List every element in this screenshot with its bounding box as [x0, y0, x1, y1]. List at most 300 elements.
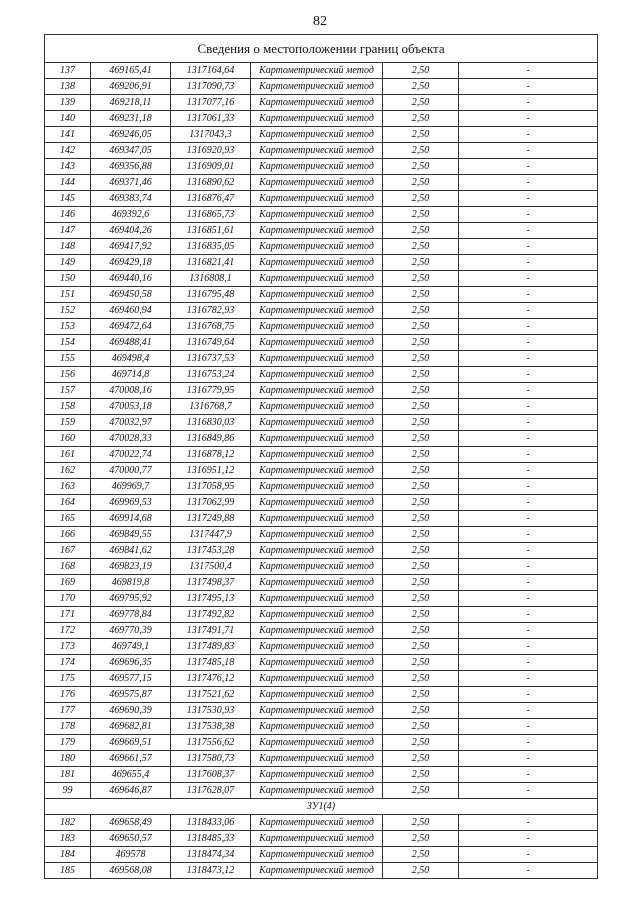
- y-coordinate-cell: 1317485,18: [171, 655, 251, 671]
- x-coordinate-cell: 469849,55: [91, 527, 171, 543]
- x-coordinate-cell: 469165,41: [91, 63, 171, 79]
- table-row: [45, 271, 598, 287]
- point-number-cell: 171: [45, 607, 91, 623]
- table-row: [45, 527, 598, 543]
- table-row: [45, 175, 598, 191]
- description-cell: -: [459, 447, 598, 463]
- y-coordinate-cell: 1317249,88: [171, 511, 251, 527]
- y-coordinate-cell: 1318474,34: [171, 847, 251, 863]
- description-cell: -: [459, 207, 598, 223]
- x-coordinate-cell: 469650,57: [91, 831, 171, 847]
- method-cell: Картометрический метод: [251, 847, 383, 863]
- x-coordinate-cell: 469568,08: [91, 863, 171, 879]
- method-cell: Картометрический метод: [251, 271, 383, 287]
- y-coordinate-cell: 1318485,33: [171, 831, 251, 847]
- table-row: [45, 543, 598, 559]
- x-coordinate-cell: 469669,51: [91, 735, 171, 751]
- accuracy-cell: 2,50: [383, 415, 459, 431]
- point-number-cell: 165: [45, 511, 91, 527]
- accuracy-cell: 2,50: [383, 191, 459, 207]
- description-cell: -: [459, 511, 598, 527]
- point-number-cell: 141: [45, 127, 91, 143]
- table-row: [45, 767, 598, 783]
- method-cell: Картометрический метод: [251, 495, 383, 511]
- x-coordinate-cell: 469577,15: [91, 671, 171, 687]
- method-cell: Картометрический метод: [251, 303, 383, 319]
- description-cell: -: [459, 735, 598, 751]
- accuracy-cell: 2,50: [383, 847, 459, 863]
- y-coordinate-cell: 1316779,95: [171, 383, 251, 399]
- y-coordinate-cell: 1317492,82: [171, 607, 251, 623]
- x-coordinate-cell: 469661,57: [91, 751, 171, 767]
- accuracy-cell: 2,50: [383, 319, 459, 335]
- method-cell: Картометрический метод: [251, 63, 383, 79]
- description-cell: -: [459, 639, 598, 655]
- y-coordinate-cell: 1316768,75: [171, 319, 251, 335]
- y-coordinate-cell: 1317077,16: [171, 95, 251, 111]
- description-cell: -: [459, 607, 598, 623]
- table-row: [45, 415, 598, 431]
- y-coordinate-cell: 1316951,12: [171, 463, 251, 479]
- table-row: [45, 79, 598, 95]
- y-coordinate-cell: 1317061,33: [171, 111, 251, 127]
- y-coordinate-cell: 1316795,48: [171, 287, 251, 303]
- method-cell: Картометрический метод: [251, 543, 383, 559]
- table-title: Сведения о местоположении границ объекта: [45, 35, 598, 63]
- x-coordinate-cell: 469575,87: [91, 687, 171, 703]
- description-cell: -: [459, 863, 598, 879]
- table-row: [45, 671, 598, 687]
- x-coordinate-cell: 469383,74: [91, 191, 171, 207]
- point-number-cell: 158: [45, 399, 91, 415]
- accuracy-cell: 2,50: [383, 783, 459, 799]
- y-coordinate-cell: 1316808,1: [171, 271, 251, 287]
- point-number-cell: 176: [45, 687, 91, 703]
- table-row: [45, 399, 598, 415]
- table-row: [45, 431, 598, 447]
- x-coordinate-cell: 469404,26: [91, 223, 171, 239]
- method-cell: Картометрический метод: [251, 367, 383, 383]
- x-coordinate-cell: 469795,92: [91, 591, 171, 607]
- table-row: [45, 687, 598, 703]
- x-coordinate-cell: 469646,87: [91, 783, 171, 799]
- point-number-cell: 167: [45, 543, 91, 559]
- accuracy-cell: 2,50: [383, 383, 459, 399]
- method-cell: Картометрический метод: [251, 591, 383, 607]
- x-coordinate-cell: 469655,4: [91, 767, 171, 783]
- point-number-cell: 178: [45, 719, 91, 735]
- y-coordinate-cell: 1317498,37: [171, 575, 251, 591]
- table-row: [45, 287, 598, 303]
- description-cell: -: [459, 831, 598, 847]
- table-body-part1: [45, 63, 598, 799]
- accuracy-cell: 2,50: [383, 159, 459, 175]
- table-row: [45, 815, 598, 831]
- table-row: [45, 447, 598, 463]
- accuracy-cell: 2,50: [383, 767, 459, 783]
- table-row: [45, 623, 598, 639]
- table-row: [45, 655, 598, 671]
- method-cell: Картометрический метод: [251, 479, 383, 495]
- y-coordinate-cell: 1317608,37: [171, 767, 251, 783]
- description-cell: -: [459, 495, 598, 511]
- table-row: [45, 511, 598, 527]
- accuracy-cell: 2,50: [383, 335, 459, 351]
- y-coordinate-cell: 1317495,13: [171, 591, 251, 607]
- accuracy-cell: 2,50: [383, 559, 459, 575]
- accuracy-cell: 2,50: [383, 815, 459, 831]
- y-coordinate-cell: 1316835,05: [171, 239, 251, 255]
- description-cell: -: [459, 223, 598, 239]
- description-cell: -: [459, 623, 598, 639]
- method-cell: Картометрический метод: [251, 95, 383, 111]
- table-row: [45, 383, 598, 399]
- description-cell: -: [459, 303, 598, 319]
- point-number-cell: 173: [45, 639, 91, 655]
- description-cell: -: [459, 719, 598, 735]
- y-coordinate-cell: 1316909,01: [171, 159, 251, 175]
- point-number-cell: 185: [45, 863, 91, 879]
- method-cell: Картометрический метод: [251, 351, 383, 367]
- point-number-cell: 145: [45, 191, 91, 207]
- point-number-cell: 170: [45, 591, 91, 607]
- y-coordinate-cell: 1317580,73: [171, 751, 251, 767]
- table-row: [45, 255, 598, 271]
- method-cell: Картометрический метод: [251, 815, 383, 831]
- description-cell: -: [459, 687, 598, 703]
- method-cell: Картометрический метод: [251, 399, 383, 415]
- method-cell: Картометрический метод: [251, 175, 383, 191]
- x-coordinate-cell: 469969,7: [91, 479, 171, 495]
- accuracy-cell: 2,50: [383, 831, 459, 847]
- accuracy-cell: 2,50: [383, 543, 459, 559]
- x-coordinate-cell: 469770,39: [91, 623, 171, 639]
- description-cell: -: [459, 783, 598, 799]
- accuracy-cell: 2,50: [383, 143, 459, 159]
- table-row: [45, 143, 598, 159]
- y-coordinate-cell: 1317538,38: [171, 719, 251, 735]
- accuracy-cell: 2,50: [383, 127, 459, 143]
- accuracy-cell: 2,50: [383, 703, 459, 719]
- y-coordinate-cell: 1317500,4: [171, 559, 251, 575]
- page-number: 82: [313, 14, 327, 29]
- x-coordinate-cell: 469749,1: [91, 639, 171, 655]
- method-cell: Картометрический метод: [251, 687, 383, 703]
- accuracy-cell: 2,50: [383, 111, 459, 127]
- description-cell: -: [459, 575, 598, 591]
- x-coordinate-cell: 469246,05: [91, 127, 171, 143]
- point-number-cell: 155: [45, 351, 91, 367]
- method-cell: Картометрический метод: [251, 431, 383, 447]
- x-coordinate-cell: 469472,64: [91, 319, 171, 335]
- method-cell: Картометрический метод: [251, 655, 383, 671]
- x-coordinate-cell: 469450,58: [91, 287, 171, 303]
- method-cell: Картометрический метод: [251, 191, 383, 207]
- accuracy-cell: 2,50: [383, 751, 459, 767]
- table-row: [45, 719, 598, 735]
- table-row: [45, 111, 598, 127]
- accuracy-cell: 2,50: [383, 223, 459, 239]
- x-coordinate-cell: 469231,18: [91, 111, 171, 127]
- description-cell: -: [459, 703, 598, 719]
- x-coordinate-cell: 469347,05: [91, 143, 171, 159]
- y-coordinate-cell: 1317556,62: [171, 735, 251, 751]
- description-cell: -: [459, 239, 598, 255]
- method-cell: Картометрический метод: [251, 159, 383, 175]
- point-number-cell: 161: [45, 447, 91, 463]
- table-row: [45, 863, 598, 879]
- accuracy-cell: 2,50: [383, 527, 459, 543]
- description-cell: -: [459, 415, 598, 431]
- point-number-cell: 142: [45, 143, 91, 159]
- description-cell: -: [459, 543, 598, 559]
- accuracy-cell: 2,50: [383, 271, 459, 287]
- table-row: [45, 239, 598, 255]
- point-number-cell: 148: [45, 239, 91, 255]
- point-number-cell: 157: [45, 383, 91, 399]
- accuracy-cell: 2,50: [383, 399, 459, 415]
- method-cell: Картометрический метод: [251, 719, 383, 735]
- method-cell: Картометрический метод: [251, 415, 383, 431]
- x-coordinate-cell: 469371,46: [91, 175, 171, 191]
- y-coordinate-cell: 1316920,93: [171, 143, 251, 159]
- x-coordinate-cell: 469206,91: [91, 79, 171, 95]
- accuracy-cell: 2,50: [383, 431, 459, 447]
- y-coordinate-cell: 1316851,61: [171, 223, 251, 239]
- method-cell: Картометрический метод: [251, 383, 383, 399]
- x-coordinate-cell: 469488,41: [91, 335, 171, 351]
- y-coordinate-cell: 1316821,41: [171, 255, 251, 271]
- accuracy-cell: 2,50: [383, 79, 459, 95]
- point-number-cell: 160: [45, 431, 91, 447]
- description-cell: -: [459, 335, 598, 351]
- table-row: [45, 783, 598, 799]
- accuracy-cell: 2,50: [383, 207, 459, 223]
- accuracy-cell: 2,50: [383, 287, 459, 303]
- accuracy-cell: 2,50: [383, 639, 459, 655]
- point-number-cell: 174: [45, 655, 91, 671]
- method-cell: Картометрический метод: [251, 207, 383, 223]
- accuracy-cell: 2,50: [383, 303, 459, 319]
- x-coordinate-cell: 469392,6: [91, 207, 171, 223]
- table-row: [45, 191, 598, 207]
- y-coordinate-cell: 1317164,64: [171, 63, 251, 79]
- point-number-cell: 159: [45, 415, 91, 431]
- point-number-cell: 180: [45, 751, 91, 767]
- description-cell: -: [459, 367, 598, 383]
- x-coordinate-cell: 469578: [91, 847, 171, 863]
- description-cell: -: [459, 143, 598, 159]
- x-coordinate-cell: 469429,18: [91, 255, 171, 271]
- point-number-cell: 140: [45, 111, 91, 127]
- accuracy-cell: 2,50: [383, 447, 459, 463]
- table-row: [45, 479, 598, 495]
- point-number-cell: 182: [45, 815, 91, 831]
- method-cell: Картометрический метод: [251, 143, 383, 159]
- point-number-cell: 152: [45, 303, 91, 319]
- x-coordinate-cell: 469440,16: [91, 271, 171, 287]
- table-row: [45, 703, 598, 719]
- y-coordinate-cell: 1316849,86: [171, 431, 251, 447]
- description-cell: -: [459, 751, 598, 767]
- accuracy-cell: 2,50: [383, 367, 459, 383]
- accuracy-cell: 2,50: [383, 511, 459, 527]
- x-coordinate-cell: 469823,19: [91, 559, 171, 575]
- y-coordinate-cell: 1317447,9: [171, 527, 251, 543]
- description-cell: -: [459, 591, 598, 607]
- description-cell: -: [459, 351, 598, 367]
- x-coordinate-cell: 469819,8: [91, 575, 171, 591]
- accuracy-cell: 2,50: [383, 719, 459, 735]
- method-cell: Картометрический метод: [251, 751, 383, 767]
- description-cell: -: [459, 191, 598, 207]
- table-body-part2: [45, 815, 598, 879]
- x-coordinate-cell: 469969,53: [91, 495, 171, 511]
- point-number-cell: 154: [45, 335, 91, 351]
- point-number-cell: 138: [45, 79, 91, 95]
- y-coordinate-cell: 1316876,47: [171, 191, 251, 207]
- point-number-cell: 149: [45, 255, 91, 271]
- table-row: [45, 735, 598, 751]
- x-coordinate-cell: 469658,49: [91, 815, 171, 831]
- y-coordinate-cell: 1316878,12: [171, 447, 251, 463]
- point-number-cell: 181: [45, 767, 91, 783]
- accuracy-cell: 2,50: [383, 63, 459, 79]
- table-row: [45, 207, 598, 223]
- y-coordinate-cell: 1316753,24: [171, 367, 251, 383]
- y-coordinate-cell: 1316768,7: [171, 399, 251, 415]
- point-number-cell: 144: [45, 175, 91, 191]
- table-row: [45, 847, 598, 863]
- accuracy-cell: 2,50: [383, 735, 459, 751]
- point-number-cell: 151: [45, 287, 91, 303]
- accuracy-cell: 2,50: [383, 575, 459, 591]
- accuracy-cell: 2,50: [383, 239, 459, 255]
- description-cell: -: [459, 767, 598, 783]
- point-number-cell: 147: [45, 223, 91, 239]
- y-coordinate-cell: 1317453,28: [171, 543, 251, 559]
- method-cell: Картометрический метод: [251, 703, 383, 719]
- x-coordinate-cell: 470000,77: [91, 463, 171, 479]
- accuracy-cell: 2,50: [383, 351, 459, 367]
- accuracy-cell: 2,50: [383, 591, 459, 607]
- description-cell: -: [459, 847, 598, 863]
- table-row: [45, 223, 598, 239]
- accuracy-cell: 2,50: [383, 687, 459, 703]
- table-row: [45, 559, 598, 575]
- accuracy-cell: 2,50: [383, 495, 459, 511]
- point-number-cell: 172: [45, 623, 91, 639]
- boundary-coordinates-table: [44, 34, 598, 879]
- point-number-cell: 137: [45, 63, 91, 79]
- y-coordinate-cell: 1317628,07: [171, 783, 251, 799]
- method-cell: Картометрический метод: [251, 511, 383, 527]
- point-number-cell: 139: [45, 95, 91, 111]
- y-coordinate-cell: 1318473,12: [171, 863, 251, 879]
- accuracy-cell: 2,50: [383, 175, 459, 191]
- point-number-cell: 168: [45, 559, 91, 575]
- description-cell: -: [459, 111, 598, 127]
- description-cell: -: [459, 463, 598, 479]
- method-cell: Картометрический метод: [251, 527, 383, 543]
- table-row: [45, 319, 598, 335]
- x-coordinate-cell: 469498,4: [91, 351, 171, 367]
- accuracy-cell: 2,50: [383, 95, 459, 111]
- section-header: [45, 799, 598, 815]
- point-number-cell: 99: [45, 783, 91, 799]
- point-number-cell: 169: [45, 575, 91, 591]
- table-row: [45, 831, 598, 847]
- table-row: [45, 639, 598, 655]
- point-number-cell: 183: [45, 831, 91, 847]
- table-row: [45, 95, 598, 111]
- table-row: [45, 575, 598, 591]
- description-cell: -: [459, 671, 598, 687]
- section-label: ЗУ1(4): [45, 799, 598, 815]
- point-number-cell: 175: [45, 671, 91, 687]
- method-cell: Картометрический метод: [251, 79, 383, 95]
- table-row: [45, 127, 598, 143]
- y-coordinate-cell: 1316782,93: [171, 303, 251, 319]
- y-coordinate-cell: 1317530,93: [171, 703, 251, 719]
- point-number-cell: 166: [45, 527, 91, 543]
- y-coordinate-cell: 1317489,83: [171, 639, 251, 655]
- x-coordinate-cell: 470053,18: [91, 399, 171, 415]
- description-cell: -: [459, 175, 598, 191]
- method-cell: Картометрический метод: [251, 639, 383, 655]
- method-cell: Картометрический метод: [251, 607, 383, 623]
- y-coordinate-cell: 1317090,73: [171, 79, 251, 95]
- method-cell: Картометрический метод: [251, 239, 383, 255]
- method-cell: Картометрический метод: [251, 111, 383, 127]
- description-cell: -: [459, 399, 598, 415]
- description-cell: -: [459, 383, 598, 399]
- method-cell: Картометрический метод: [251, 559, 383, 575]
- method-cell: Картометрический метод: [251, 735, 383, 751]
- method-cell: Картометрический метод: [251, 783, 383, 799]
- description-cell: -: [459, 815, 598, 831]
- x-coordinate-cell: 470008,16: [91, 383, 171, 399]
- table-row: [45, 335, 598, 351]
- point-number-cell: 162: [45, 463, 91, 479]
- method-cell: Картометрический метод: [251, 319, 383, 335]
- table-row: [45, 591, 598, 607]
- x-coordinate-cell: 469356,88: [91, 159, 171, 175]
- y-coordinate-cell: 1316865,73: [171, 207, 251, 223]
- accuracy-cell: 2,50: [383, 255, 459, 271]
- table-row: [45, 751, 598, 767]
- description-cell: -: [459, 79, 598, 95]
- x-coordinate-cell: 469682,81: [91, 719, 171, 735]
- method-cell: Картометрический метод: [251, 255, 383, 271]
- description-cell: -: [459, 559, 598, 575]
- method-cell: Картометрический метод: [251, 831, 383, 847]
- table-row: [45, 367, 598, 383]
- x-coordinate-cell: 470022,74: [91, 447, 171, 463]
- point-number-cell: 153: [45, 319, 91, 335]
- x-coordinate-cell: 469417,92: [91, 239, 171, 255]
- y-coordinate-cell: 1316737,53: [171, 351, 251, 367]
- x-coordinate-cell: 469841,62: [91, 543, 171, 559]
- table-row: [45, 303, 598, 319]
- y-coordinate-cell: 1317491,71: [171, 623, 251, 639]
- table-row: [45, 495, 598, 511]
- accuracy-cell: 2,50: [383, 671, 459, 687]
- description-cell: -: [459, 63, 598, 79]
- x-coordinate-cell: 469690,39: [91, 703, 171, 719]
- method-cell: Картометрический метод: [251, 287, 383, 303]
- description-cell: -: [459, 127, 598, 143]
